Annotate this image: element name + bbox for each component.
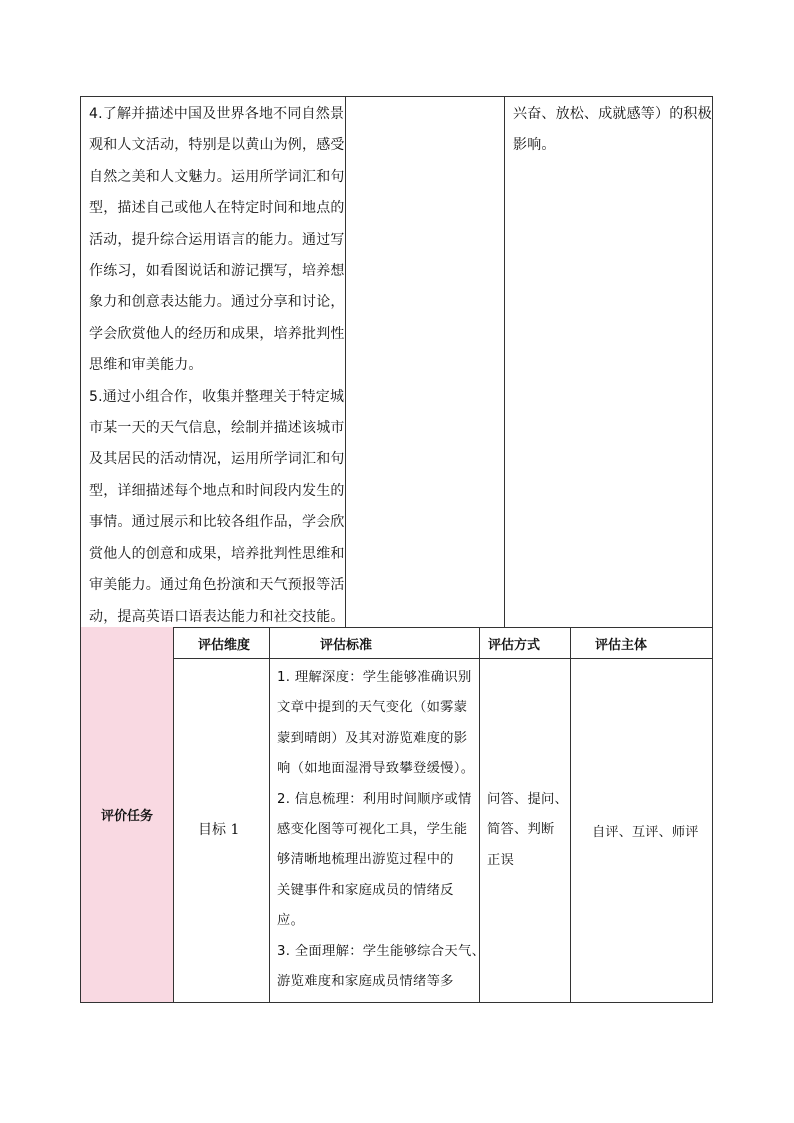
text-line: 动，提高英语口语表达能力和社交技能。 (89, 608, 345, 625)
header-dimension (174, 627, 270, 659)
subject-cell (571, 659, 712, 1002)
header-criteria (270, 627, 480, 659)
text-line: 应。 (277, 913, 305, 929)
text-line: 型，描述自己或他人在特定时间和地点的 (89, 200, 345, 217)
header-method-label: 评估方式 (488, 638, 541, 653)
subject-value: 自评、互评、师评 (592, 825, 699, 840)
text-line: 象力和创意表达能力。通过分享和讨论， (89, 294, 345, 311)
header-subject (571, 627, 712, 659)
text-line: 文章中提到的天气变化（如雾蒙 (277, 700, 468, 716)
text-line: 思维和审美能力。 (89, 357, 203, 374)
text-line: 游览难度和家庭成员情绪等多 (277, 974, 454, 990)
empty-middle-cell (346, 97, 505, 627)
method-cell (480, 659, 571, 1002)
header-criteria-label: 评估标准 (320, 638, 373, 653)
right-text (505, 97, 712, 162)
text-line: 够清晰地梳理出游览过程中的 (277, 852, 454, 868)
text-line: 响（如地面湿滑导致攀登缓慢）。 (277, 761, 475, 777)
text-line: 作练习，如看图说话和游记撰写，培养想 (89, 263, 345, 280)
text-line: 事情。通过展示和比较各组作品，学会欣 (89, 514, 345, 531)
text-line: 1. 理解深度：学生能够准确识别 (277, 670, 472, 685)
header-subject-label: 评估主体 (595, 638, 648, 653)
text-line: 影响。 (513, 137, 556, 154)
right-cell (505, 97, 712, 627)
text-line: 学会欣赏他人的经历和成果，培养批判性 (89, 325, 345, 342)
text-line: 自然之美和人文魅力。运用所学词汇和句 (89, 168, 345, 185)
evaluation-section-label-cell (81, 627, 174, 1002)
objectives-table (80, 96, 713, 628)
text-line: 审美能力。通过角色扮演和天气预报等活 (89, 577, 345, 594)
text-line: 简答、判断 (487, 822, 555, 838)
text-line: 活动，提升综合运用语言的能力。通过写 (89, 231, 345, 248)
text-line: 兴奋、放松、成就感等）的积极 (513, 106, 712, 122)
text-line: 及其居民的活动情况，运用所学词汇和句 (89, 451, 345, 468)
criteria-text (270, 659, 486, 997)
text-line: 感变化图等可视化工具，学生能 (277, 822, 468, 838)
text-line: 赏他人的创意和成果，培养批判性思维和 (89, 545, 345, 562)
dimension-value: 目标 1 (198, 822, 240, 838)
text-line: 2. 信息梳理：利用时间顺序或情 (277, 791, 472, 807)
criteria-cell (270, 659, 486, 1002)
method-text (480, 659, 570, 876)
evaluation-table (80, 627, 713, 1003)
text-line: 4.了解并描述中国及世界各地不同自然景 (89, 106, 345, 122)
header-method (480, 627, 571, 659)
text-line: 5.通过小组合作，收集并整理关于特定城 (89, 388, 345, 405)
text-line: 正误 (487, 852, 514, 868)
evaluation-section-label: 评价任务 (100, 809, 153, 824)
text-line: 市某一天的天气信息，绘制并描述该城市 (89, 420, 345, 437)
objectives-text (81, 97, 345, 633)
text-line: 3. 全面理解：学生能够综合天气、 (277, 943, 486, 959)
text-line: 观和人文活动，特别是以黄山为例，感受 (89, 137, 345, 154)
dimension-cell (174, 659, 270, 1002)
text-line: 问答、提问、 (487, 792, 568, 807)
text-line: 型，详细描述每个地点和时间段内发生的 (89, 482, 345, 499)
header-dimension-label: 评估维度 (198, 638, 251, 653)
text-line: 蒙到晴朗）及其对游览难度的影 (277, 730, 468, 746)
objectives-cell (81, 97, 346, 627)
text-line: 关键事件和家庭成员的情绪反 (277, 882, 454, 898)
